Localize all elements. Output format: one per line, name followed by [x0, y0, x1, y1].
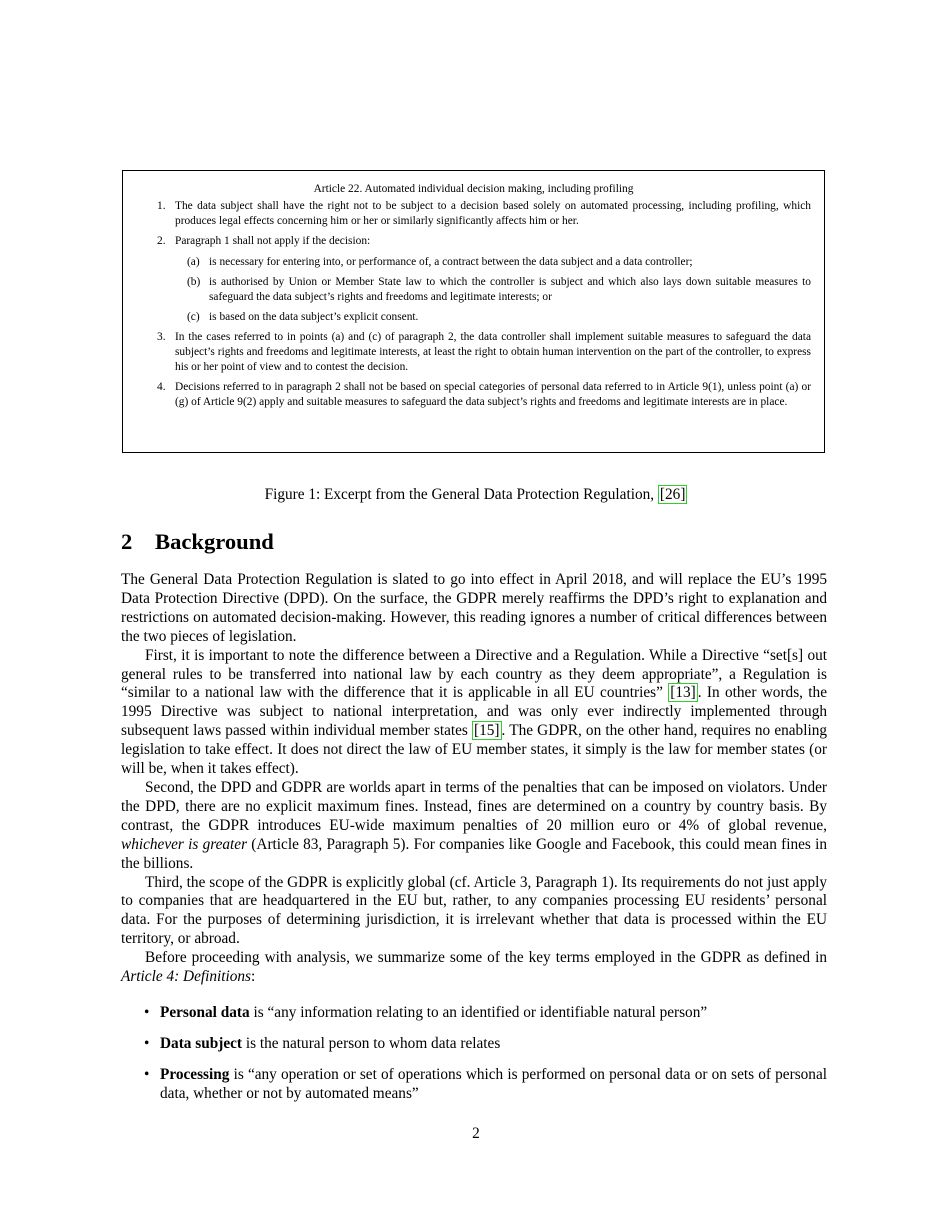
paragraph: The General Data Protection Regulation is slated to go into effect in April 2018, and will replace the EU’s 1995 Data Protection Directive (DPD). On the surface, the GDPR merely reaffirms the DPD’s right to explanation and restrictions on automated decision-making. However, this reading ignores a number of critical differences between the two pieces of legislation. — [121, 571, 827, 645]
citation-link[interactable]: [13] — [670, 684, 696, 702]
definition-text: is the natural person to whom data relates — [242, 1034, 501, 1052]
section-title: Background — [155, 529, 274, 554]
article-item-number: 4. — [157, 381, 166, 393]
paragraph-text: . In other words, the 1995 Directive was subject to national interpretation, and was only ever indirectly implemented through subsequent laws passed within individual member states — [121, 684, 827, 740]
article-item-number: 2. — [157, 235, 166, 247]
article-subitem-label: (b) — [187, 276, 201, 288]
paragraph — [121, 949, 827, 987]
article-item — [157, 234, 811, 325]
article-item-text: Decisions referred to in paragraph 2 shall not be based on special categories of personal data referred to in Article 9(1), unless point (a) or (g) of Article 9(2) apply and suitable measures to safeguard the data subject’s rights and freedoms and legitimate interests are in place. — [175, 381, 811, 408]
article-subitem — [187, 255, 811, 270]
article-subitem — [187, 310, 811, 325]
article-item — [157, 199, 811, 229]
article-item — [157, 330, 811, 375]
emphasis-text: whichever is greater — [121, 835, 248, 853]
article-subitem-text: is based on the data subject’s explicit consent. — [209, 311, 419, 323]
section-body — [121, 571, 827, 1116]
definition-text: is “any information relating to an identified or identifiable natural person” — [249, 1003, 708, 1021]
figure-title: Article 22. Automated individual decision making, including profiling — [313, 183, 634, 195]
article-item-text: Paragraph 1 shall not apply if the decision: — [175, 235, 371, 247]
article-item — [157, 380, 811, 410]
figure-excerpt-box — [122, 170, 825, 453]
citation-link[interactable]: [15] — [474, 722, 500, 740]
paragraph — [121, 779, 827, 874]
paragraph-text: : — [251, 968, 256, 986]
definition-item — [144, 1003, 827, 1023]
section-number: 2 — [121, 529, 133, 554]
caption-text: Figure 1: Excerpt from the General Data Protection Regulation, — [264, 486, 658, 503]
paragraph — [121, 647, 827, 779]
article-item-number: 3. — [157, 331, 166, 343]
paragraph-text: . The GDPR, on the other hand, requires no enabling legislation to take effect. It does not direct the law of EU member states, it simply is the law for member states (or will be, when it takes effect). — [121, 722, 827, 778]
article-sublist — [175, 255, 811, 325]
article-item-number: 1. — [157, 200, 166, 212]
definition-term: Processing — [160, 1065, 230, 1083]
paragraph-text: (Article 83, Paragraph 5). For companies like Google and Facebook, this could mean fines in the billions. — [121, 835, 827, 872]
definition-item — [144, 1034, 827, 1054]
article-subitem-label: (a) — [187, 256, 200, 268]
citation-link[interactable]: [26] — [659, 486, 686, 503]
bullet-icon: • — [144, 1034, 150, 1052]
article-subitem-label: (c) — [187, 311, 200, 323]
article-item-text: In the cases referred to in points (a) and (c) of paragraph 2, the data controller shall implement suitable measures to safeguard the data subject’s rights and freedoms and legitimate interests, at least the right to obtain human intervention on the part of the controller, to express his or her point of view and to contest the decision. — [175, 331, 811, 373]
paragraph-text: Second, the DPD and GDPR are worlds apart in terms of the penalties that can be imposed on violators. Under the DPD, there are no explicit maximum fines. Instead, fines are determined on a country by country basis. By contrast, the GDPR introduces EU-wide maximum penalties of 20 million euro or 4% of global revenue, — [121, 778, 827, 834]
page-number: 2 — [472, 1125, 480, 1142]
paragraph: Third, the scope of the GDPR is explicitly global (cf. Article 3, Paragraph 1). Its requirements do not just apply to companies that are headquartered in the EU but, rather, to any companies processing EU residents’ personal data. For the purposes of determining jurisdiction, it is irrelevant whether that data is processed within the EU territory, or abroad. — [121, 873, 827, 948]
article-subitem-text: is authorised by Union or Member State law to which the controller is subject and which also lays down suitable measures to safeguard the data subject’s rights and freedoms and legitimate interests; or — [209, 276, 811, 303]
section-heading — [121, 529, 274, 555]
article-subitem — [187, 275, 811, 305]
figure-caption — [0, 486, 952, 504]
definition-term: Personal data — [160, 1003, 250, 1021]
bullet-icon: • — [144, 1065, 150, 1083]
bullet-icon: • — [144, 1003, 150, 1021]
article-item-text: The data subject shall have the right not to be subject to a decision based solely on automated processing, including profiling, which produces legal effects concerning him or her or similarly significantly affects him or her. — [175, 200, 811, 227]
article-subitem-text: is necessary for entering into, or performance of, a contract between the data subject and a data controller; — [209, 256, 693, 268]
definition-item — [144, 1065, 827, 1104]
paragraph-text: First, it is important to note the difference between a Directive and a Regulation. While a Directive “set[s] out general rules to be transferred into national law by each country as they deem appropriate”, a Regulation is “similar to a national law with the difference that it is applicable in all EU countries” — [121, 646, 827, 702]
definition-text: is “any operation or set of operations which is performed on personal data or on sets of personal data, whether or not by automated means” — [160, 1065, 827, 1102]
paragraph-text: Before proceeding with analysis, we summarize some of the key terms employed in the GDPR as defined in — [145, 949, 827, 967]
article-list — [123, 199, 824, 410]
definition-term: Data subject — [160, 1034, 242, 1052]
emphasis-text: Article 4: Definitions — [121, 968, 252, 986]
definitions-list — [121, 1004, 827, 1104]
